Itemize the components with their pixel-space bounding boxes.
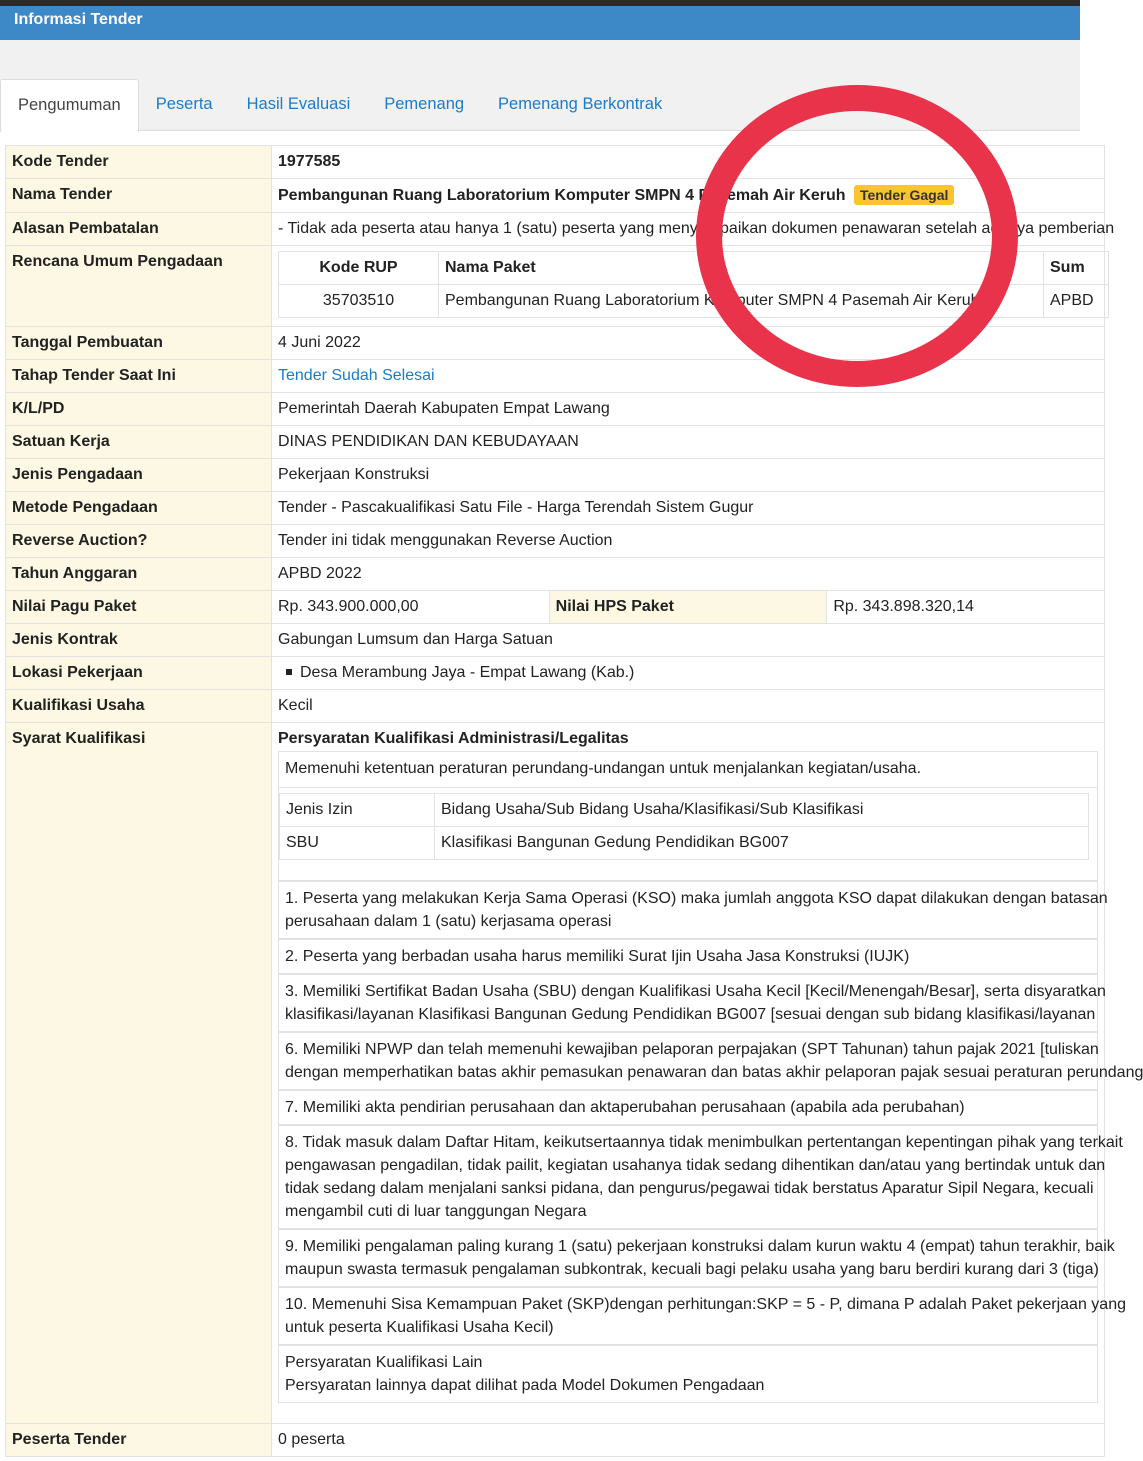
rup-table bbox=[278, 251, 1109, 318]
syarat-lain-block bbox=[278, 1345, 1098, 1403]
row-tahun bbox=[6, 558, 1105, 591]
row-lokasi bbox=[6, 657, 1105, 690]
syarat-item-line: dengan memperhatikan batas akhir pemasukan penawaran dan batas akhir pelaporan pajak sesuai peraturan perundang bbox=[285, 1064, 1143, 1081]
izin-jenis: SBU bbox=[280, 827, 435, 860]
syarat-item-line: 2. Peserta yang berbadan usaha harus memiliki Surat Ijin Usaha Jasa Konstruksi (IUJK) bbox=[285, 948, 910, 965]
tab-bar bbox=[0, 79, 679, 131]
label-alasan: Alasan Pembatalan bbox=[6, 213, 272, 246]
status-badge: Tender Gagal bbox=[854, 185, 954, 205]
label-lokasi: Lokasi Pekerjaan bbox=[6, 657, 272, 690]
syarat-lain-text: Persyaratan lainnya dapat dilihat pada Model Dokumen Pengadaan bbox=[285, 1377, 765, 1394]
syarat-item-line: 1. Peserta yang melakukan Kerja Sama Operasi (KSO) maka jumlah anggota KSO dapat dilakukan dengan batasan bbox=[285, 890, 1108, 907]
value-kode-tender: 1977585 bbox=[272, 146, 1105, 179]
value-reverse: Tender ini tidak menggunakan Reverse Auction bbox=[272, 525, 1105, 558]
syarat-item-line: klasifikasi/layanan Klasifikasi Bangunan Gedung Pendidikan BG007 [sesuai dengan sub bidang klasifikasi/layanan bbox=[285, 1006, 1096, 1023]
label-nama-tender: Nama Tender bbox=[6, 179, 272, 213]
value-pagu: Rp. 343.900.000,00 bbox=[272, 591, 550, 624]
izin-bidang: Klasifikasi Bangunan Gedung Pendidikan BG007 bbox=[435, 827, 1089, 860]
rup-header-nama: Nama Paket bbox=[439, 252, 1044, 285]
syarat-item-6 bbox=[278, 1032, 1143, 1090]
label-hps: Nilai HPS Paket bbox=[549, 591, 827, 624]
panel-title: Informasi Tender bbox=[14, 11, 143, 28]
value-tahap-cell bbox=[272, 360, 1105, 393]
row-jenis-pengadaan bbox=[6, 459, 1105, 492]
label-pagu: Nilai Pagu Paket bbox=[6, 591, 272, 624]
syarat-item-line: perusahaan dalam 1 (satu) kerjasama operasi bbox=[285, 913, 612, 930]
label-satker: Satuan Kerja bbox=[6, 426, 272, 459]
label-jenis-pengadaan: Jenis Pengadaan bbox=[6, 459, 272, 492]
label-tahun: Tahun Anggaran bbox=[6, 558, 272, 591]
syarat-item-line: 9. Memiliki pengalaman paling kurang 1 (satu) pekerjaan konstruksi dalam kurun waktu 4 (empat) tahun terakhir, baik bbox=[285, 1238, 1115, 1255]
value-kualifikasi: Kecil bbox=[272, 690, 1105, 723]
value-tanggal: 4 Juni 2022 bbox=[272, 327, 1105, 360]
row-nama-tender bbox=[6, 179, 1105, 213]
rup-sumber: APBD bbox=[1044, 285, 1109, 318]
tab-peserta[interactable]: Peserta bbox=[155, 95, 213, 113]
row-satker bbox=[6, 426, 1105, 459]
row-reverse bbox=[6, 525, 1105, 558]
value-metode: Tender - Pascakualifikasi Satu File - Harga Terendah Sistem Gugur bbox=[272, 492, 1105, 525]
syarat-item-line: maupun swasta termasuk pengalaman subkontrak, kecuali bagi pelaku usaha yang baru berdiri kurang dari 3 (tiga) bbox=[285, 1261, 1099, 1278]
row-tanggal bbox=[6, 327, 1105, 360]
syarat-item-line: 7. Memiliki akta pendirian perusahaan dan aktaperubahan perusahaan (apabila ada perubahan) bbox=[285, 1099, 965, 1116]
row-tahap bbox=[6, 360, 1105, 393]
rup-nama: Pembangunan Ruang Laboratorium Komputer SMPN 4 Pasemah Air Keruh bbox=[439, 285, 1044, 318]
value-alasan: - Tidak ada peserta atau hanya 1 (satu) peserta yang menyampaikan dokumen penawaran setelah adanya pemberian bbox=[272, 213, 1105, 246]
syarat-item-9 bbox=[278, 1229, 1115, 1287]
tabs-area bbox=[0, 40, 1080, 131]
value-tahun: APBD 2022 bbox=[272, 558, 1105, 591]
label-kontrak: Jenis Kontrak bbox=[6, 624, 272, 657]
value-klpd: Pemerintah Daerah Kabupaten Empat Lawang bbox=[272, 393, 1105, 426]
label-reverse: Reverse Auction? bbox=[6, 525, 272, 558]
syarat-item-line: tidak sedang dalam menjalani sanksi pidana, dan pengurus/pegawai tidak berstatus Aparatur Sipil Negara, kecuali bbox=[285, 1180, 1094, 1197]
syarat-legalitas-block bbox=[278, 751, 1098, 881]
syarat-item-line: 8. Tidak masuk dalam Daftar Hitam, keikutsertaannya tidak menimbulkan pertentangan kepentingan pihak yang terkait bbox=[285, 1134, 1123, 1151]
syarat-item-7 bbox=[278, 1090, 1098, 1125]
row-kualifikasi bbox=[6, 690, 1105, 723]
label-klpd: K/L/PD bbox=[6, 393, 272, 426]
value-lokasi-cell bbox=[272, 657, 1105, 690]
syarat-item-1 bbox=[278, 881, 1108, 939]
rup-kode: 35703510 bbox=[279, 285, 439, 318]
label-kode-tender: Kode Tender bbox=[6, 146, 272, 179]
rup-header-row bbox=[279, 252, 1109, 285]
tahap-link[interactable]: Tender Sudah Selesai bbox=[278, 367, 435, 384]
label-syarat: Syarat Kualifikasi bbox=[6, 723, 272, 1424]
syarat-intro: Memenuhi ketentuan peraturan perundang-undangan untuk menjalankan kegiatan/usaha. bbox=[285, 760, 922, 777]
label-tahap: Tahap Tender Saat Ini bbox=[6, 360, 272, 393]
label-kualifikasi: Kualifikasi Usaha bbox=[6, 690, 272, 723]
label-rup: Rencana Umum Pengadaan bbox=[6, 246, 272, 327]
value-peserta: 0 peserta bbox=[272, 1424, 1105, 1457]
izin-data-row bbox=[280, 827, 1089, 860]
value-satker: DINAS PENDIDIKAN DAN KEBUDAYAAN bbox=[272, 426, 1105, 459]
rup-data-row bbox=[279, 285, 1109, 318]
izin-table bbox=[279, 793, 1089, 860]
rup-header-sumber: Sum bbox=[1044, 252, 1109, 285]
syarat-item-line: untuk peserta Kualifikasi Usaha Kecil) bbox=[285, 1319, 554, 1336]
syarat-item-line: 10. Memenuhi Sisa Kemampuan Paket (SKP)dengan perhitungan:SKP = 5 - P, dimana P adalah Paket pekerjaan yang bbox=[285, 1296, 1126, 1313]
syarat-item-line: pengawasan pengadilan, tidak pailit, kegiatan usahanya tidak sedang dihentikan dan/atau yang bertindak untuk dan bbox=[285, 1157, 1106, 1174]
label-tanggal: Tanggal Pembuatan bbox=[6, 327, 272, 360]
row-rup bbox=[6, 246, 1105, 327]
syarat-lain-title: Persyaratan Kualifikasi Lain bbox=[285, 1354, 483, 1371]
row-alasan bbox=[6, 213, 1105, 246]
tender-info-table-wrap bbox=[5, 145, 1143, 1457]
syarat-item-3 bbox=[278, 974, 1106, 1032]
tab-pengumuman[interactable]: Pengumuman bbox=[0, 79, 139, 132]
panel-header bbox=[0, 6, 1080, 40]
izin-header-row bbox=[280, 794, 1089, 827]
tab-pemenang[interactable]: Pemenang bbox=[384, 95, 465, 113]
value-jenis-pengadaan: Pekerjaan Konstruksi bbox=[272, 459, 1105, 492]
bullet-icon bbox=[286, 669, 292, 675]
rup-header-kode: Kode RUP bbox=[279, 252, 439, 285]
row-kode-tender bbox=[6, 146, 1105, 179]
row-kontrak bbox=[6, 624, 1105, 657]
value-kontrak: Gabungan Lumsum dan Harga Satuan bbox=[272, 624, 1105, 657]
value-syarat bbox=[272, 723, 1143, 1424]
row-klpd bbox=[6, 393, 1105, 426]
tab-pemenang-berkontrak[interactable]: Pemenang Berkontrak bbox=[498, 95, 663, 113]
nama-tender-text: Pembangunan Ruang Laboratorium Komputer SMPN 4 Pasemah Air Keruh bbox=[278, 187, 846, 204]
izin-header-jenis: Jenis Izin bbox=[280, 794, 435, 827]
syarat-item-10 bbox=[278, 1287, 1126, 1345]
value-hps: Rp. 343.898.320,14 bbox=[827, 591, 1105, 624]
tab-hasil-evaluasi[interactable]: Hasil Evaluasi bbox=[246, 95, 351, 113]
label-metode: Metode Pengadaan bbox=[6, 492, 272, 525]
row-peserta bbox=[6, 1424, 1105, 1457]
value-nama-tender bbox=[272, 179, 1105, 213]
syarat-item-line: 6. Memiliki NPWP dan telah memenuhi kewajiban pelaporan perpajakan (SPT Tahunan) tahun pajak 2021 [tuliskan bbox=[285, 1041, 1099, 1058]
label-peserta: Peserta Tender bbox=[6, 1424, 272, 1457]
value-lokasi: Desa Merambung Jaya - Empat Lawang (Kab.) bbox=[300, 664, 635, 681]
row-metode bbox=[6, 492, 1105, 525]
value-rup bbox=[272, 246, 1105, 327]
row-syarat bbox=[6, 723, 1105, 1424]
izin-header-bidang: Bidang Usaha/Sub Bidang Usaha/Klasifikasi/Sub Klasifikasi bbox=[435, 794, 1089, 827]
row-pagu bbox=[6, 591, 1105, 624]
syarat-item-line: 3. Memiliki Sertifikat Badan Usaha (SBU) dengan Kualifikasi Usaha Kecil [Kecil/Menengah/Besar], serta disyaratkan bbox=[285, 983, 1106, 1000]
syarat-item-2 bbox=[278, 939, 1098, 974]
syarat-item-8 bbox=[278, 1125, 1123, 1229]
izin-divider bbox=[279, 787, 1097, 860]
tender-info-table bbox=[5, 145, 1143, 1457]
syarat-item-line: mengambil cuti di luar tanggungan Negara bbox=[285, 1203, 587, 1220]
syarat-heading: Persyaratan Kualifikasi Administrasi/Legalitas bbox=[278, 730, 629, 747]
